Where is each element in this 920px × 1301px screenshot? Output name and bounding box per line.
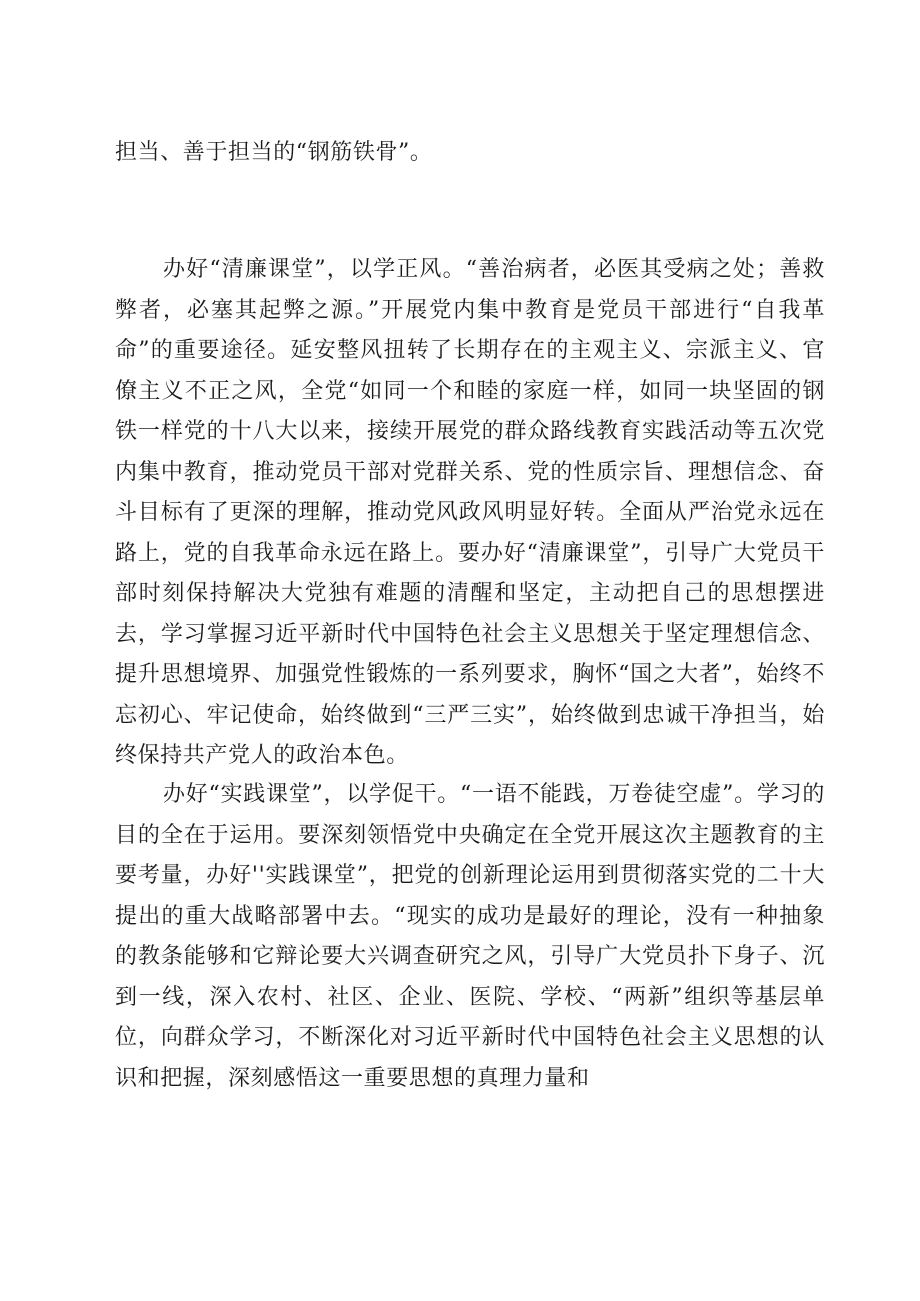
paragraph-clean-classroom: 办好“清廉课堂”，以学正风。“善治病者，必医其受病之处；善救弊者，必塞其起弊之源。”开展党内集中教育是党员干部进行“自我革命”的重要途径。延安整风扭转了长期存在的主观主义、宗派主义、官僚主义不正之风，全党“如同一个和睦的家庭一样，如同一块坚固的钢铁一样党的十八大以来，接续开展党的群众路线教育实践活动等五次党内集中教育，推动党员干部对党群关系、党的性质宗旨、理想信念、奋斗目标有了更深的理解，推动党风政风明显好转。全面从严治党永远在路上，党的自我革命永远在路上。要办好“清廉课堂”，引导广大党员干部时刻保持解决大党独有难题的清醒和坚定，主动把自己的思想摆进去，学习掌握习近平新时代中国特色社会主义思想关于坚定理想信念、提升思想境界、加强党性锻炼的一系列要求，胸怀“国之大者”，始终不忘初心、牢记使命，始终做到“三严三实”，始终做到忠诚干净担当，始终保持共产党人的政治本色。 [115,257,825,768]
paragraph-practice-classroom: 办好“实践课堂”，以学促干。“一语不能践，万卷徒空虚”。学习的目的全在于运用。要深刻领悟党中央确定在全党开展这次主题教育的主要考量，办好''实践课堂”，把党的创新理论运用到贯彻落实党的二十大提出的重大战略部署中去。“现实的成功是最好的理论，没有一种抽象的教条能够和它辩论要大兴调查研究之风，引导广大党员扑下身子、沉到一线，深入农村、社区、企业、医院、学校、“两新”组织等基层单位，向群众学习，不断深化对习近平新时代中国特色社会主义思想的认识和把握，深刻感悟这一重要思想的真理力量和 [115,782,825,1091]
paragraph-continuation: 担当、善于担当的“钢筋铁骨”。 [115,140,433,165]
